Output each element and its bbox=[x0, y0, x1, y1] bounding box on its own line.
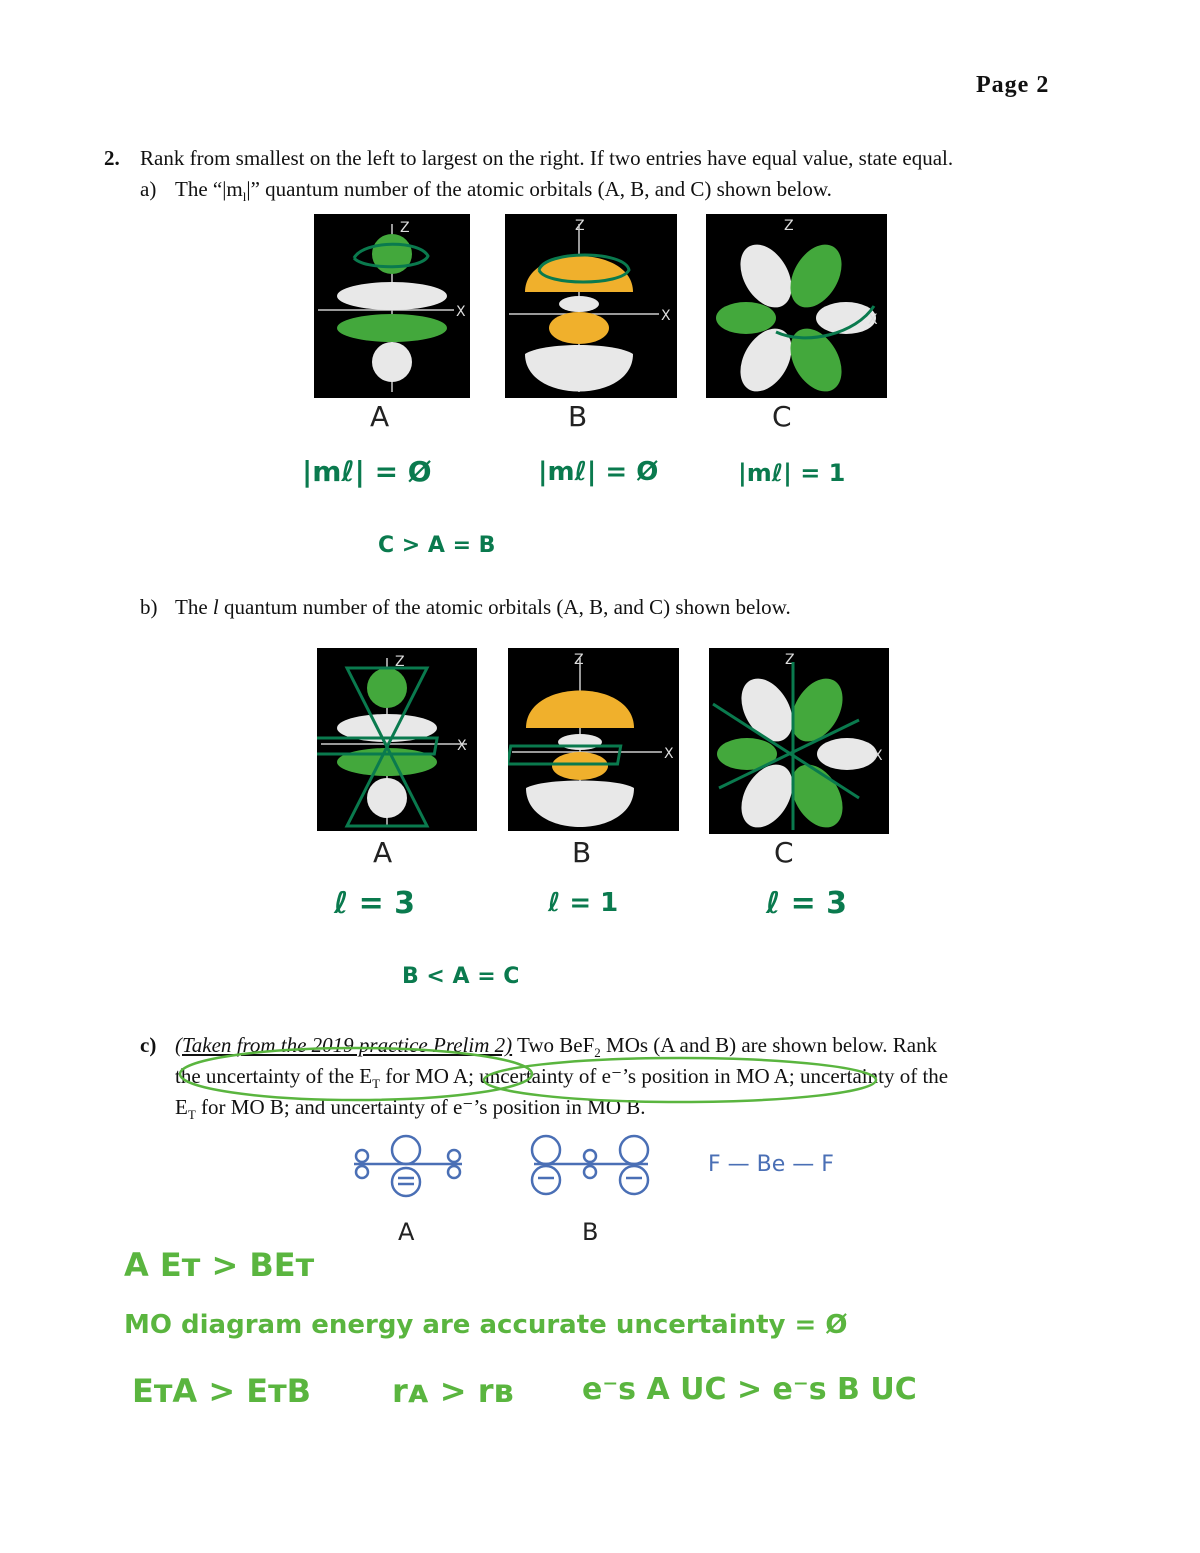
svg-text:Z: Z bbox=[574, 652, 584, 668]
molecule-label: F — Be — F bbox=[708, 1152, 834, 1177]
svg-text:Z: Z bbox=[784, 218, 794, 234]
panel-label-c1: C bbox=[772, 400, 792, 433]
hw-answer-b1: |mℓ| = Ø bbox=[538, 457, 659, 487]
page-number: Page 2 bbox=[976, 72, 1050, 98]
orbital-panel-c1 bbox=[706, 214, 887, 398]
part-c-line3: $E_T$ for MO B; and uncertainty of e⁻’s position in MO B. bbox=[175, 1095, 646, 1123]
part-c-source: (Taken from the 2019 practice Prelim 2) bbox=[175, 1033, 513, 1057]
question-number: 2. bbox=[104, 146, 120, 170]
hw-answer-b2: ℓ = 1 bbox=[548, 888, 619, 918]
svg-text:X: X bbox=[873, 748, 883, 764]
hw-answer-c2: ℓ = 3 bbox=[766, 886, 848, 921]
panel-label-b1: B bbox=[568, 400, 588, 433]
svg-text:X: X bbox=[457, 738, 467, 754]
svg-text:X: X bbox=[868, 312, 878, 328]
part-b-label: b) bbox=[140, 595, 158, 619]
panel-label-a2: A bbox=[373, 836, 393, 869]
hw-line-2: MO diagram energy are accurate uncertainty = Ø bbox=[124, 1310, 848, 1340]
svg-text:Z: Z bbox=[400, 220, 410, 236]
hw-line-1: A Eᴛ > BEᴛ bbox=[124, 1246, 315, 1284]
hw-answer-a2: ℓ = 3 bbox=[334, 886, 416, 921]
panel-label-c2: C bbox=[774, 836, 794, 869]
hw-answer-c1: |mℓ| = 1 bbox=[738, 459, 846, 487]
orbital-panel-a1 bbox=[314, 214, 470, 398]
hw-line-3a: EᴛA > EᴛB bbox=[132, 1372, 312, 1410]
svg-text:Z: Z bbox=[785, 652, 795, 668]
svg-text:Z: Z bbox=[575, 218, 585, 234]
hw-line-3b: rᴀ > rʙ bbox=[392, 1372, 514, 1410]
orbital-panel-c2 bbox=[709, 648, 889, 834]
svg-text:Z: Z bbox=[395, 654, 405, 670]
part-a-label: a) bbox=[140, 177, 157, 201]
hw-ranking-a: C > A = B bbox=[378, 533, 496, 558]
part-a-text: The “$|m_l|$” quantum number of the atomic orbitals (A, B, and C) shown below. bbox=[175, 177, 832, 205]
mo-diagram-a bbox=[344, 1132, 474, 1202]
svg-text:X: X bbox=[661, 308, 671, 324]
part-b-text: The l quantum number of the atomic orbitals (A, B, and C) shown below. bbox=[175, 595, 791, 619]
question-prompt: Rank from smallest on the left to largest on the right. If two entries have equal value, state equal. bbox=[140, 146, 954, 170]
part-c-line2: the uncertainty of the $E_T$ for MO A; uncertainty of e⁻’s position in MO A; uncertainty of the bbox=[175, 1064, 949, 1092]
mo-label-a: A bbox=[398, 1218, 415, 1246]
mo-label-b: B bbox=[582, 1218, 599, 1246]
part-c-label: c) bbox=[140, 1033, 157, 1057]
hw-answer-a1: |mℓ| = Ø bbox=[302, 455, 432, 488]
svg-text:X: X bbox=[456, 304, 466, 320]
part-c-line1: (Taken from the 2019 practice Prelim 2) Two BeF$_2$ MOs (A and B) are shown below. Rank bbox=[175, 1033, 938, 1061]
orbital-panel-a2 bbox=[317, 648, 477, 831]
mo-diagram-b bbox=[526, 1132, 656, 1202]
svg-text:X: X bbox=[664, 746, 674, 762]
orbital-panel-b1 bbox=[505, 214, 677, 398]
hw-circle-marks bbox=[150, 1040, 910, 1120]
orbital-panel-b2 bbox=[508, 648, 679, 831]
hw-line-3c: e⁻s A UC > e⁻s B UC bbox=[582, 1372, 917, 1407]
panel-label-a1: A bbox=[370, 400, 390, 433]
panel-label-b2: B bbox=[572, 836, 592, 869]
hw-ranking-b: B < A = C bbox=[402, 964, 520, 989]
